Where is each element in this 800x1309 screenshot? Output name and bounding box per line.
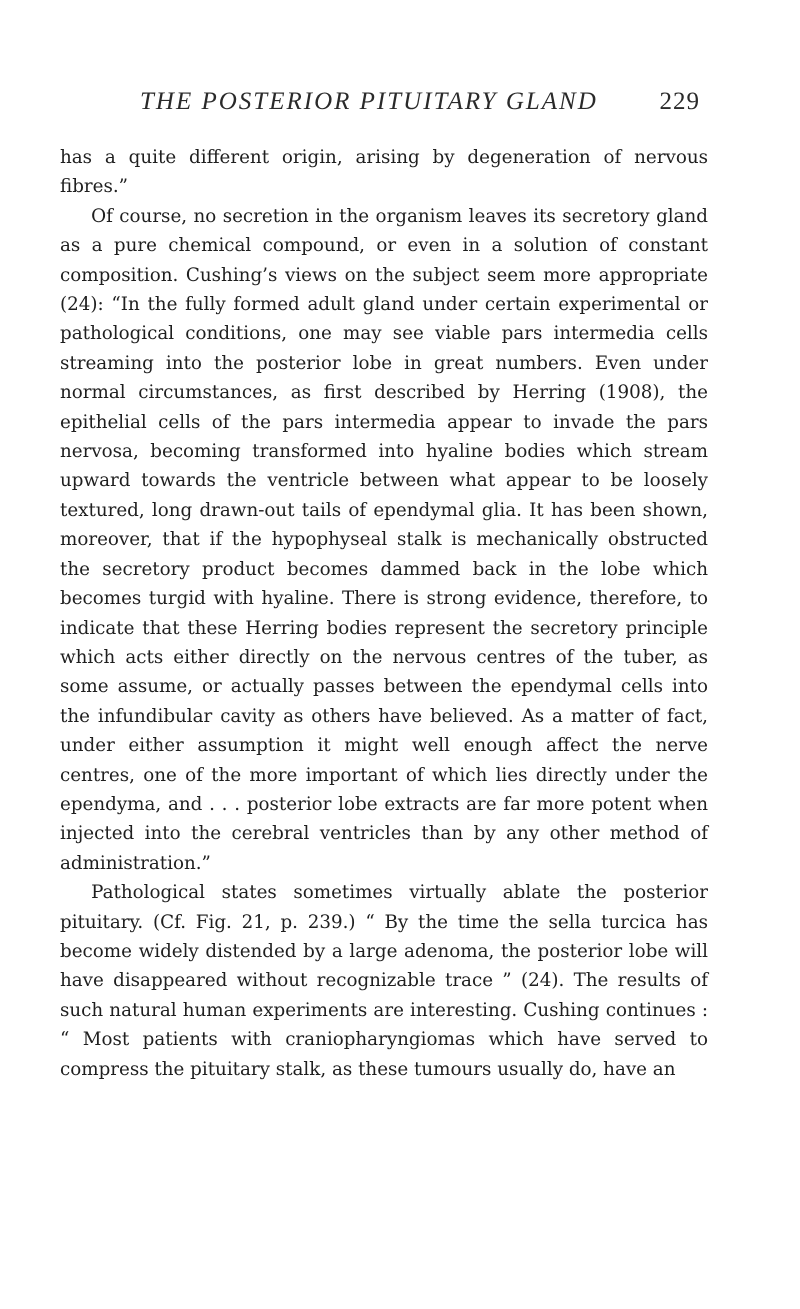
running-title: THE POSTERIOR PITUITARY GLAND bbox=[140, 88, 598, 115]
paragraph-pathological-states: Pathological states sometimes virtually ablate the posterior pituitary. (Cf. Fig. 21, p. 239.) “ By the time the sella turcica has become widely distended by a large adenoma, the posterior lobe will have disappeared without recognizable trace ” (24). The results of such natural human experiments are interesting. Cushing continues : “ Most patients with craniopharyngiomas which have served to compress the pituitary stalk, as these tumours usually do, have an bbox=[60, 882, 708, 1080]
paragraph-continuation: has a quite different origin, arising by degeneration of nervous fibres.” bbox=[60, 147, 708, 198]
page-header bbox=[110, 88, 700, 120]
page-number: 229 bbox=[659, 88, 700, 115]
paragraph-cushing-views: Of course, no secretion in the organism leaves its secretory gland as a pure chemical compound, or even in a solution of constant composition. Cushing’s views on the subject seem more appropriate (24): “In the fully formed adult gland under certain experimental or pathological conditions, one may see viable pars intermedia cells streaming into the posterior lobe in great numbers. Even under normal circumstances, as first described by Herring (1908), the epithelial cells of the pars intermedia appear to invade the pars nervosa, becoming transformed into hyaline bodies which stream upward towards the ventricle between what appear to be loosely textured, long drawn-out tails of ependymal glia. It has been shown, moreover, that if the hypophyseal stalk is mechanically obstructed the secretory product becomes dammed back in the lobe which becomes turgid with hyaline. There is strong evidence, therefore, to indicate that these Herring bodies represent the secretory principle which acts either directly on the nervous centres of the tuber, as some assume, or actually passes between the ependymal cells into the infundibular cavity as others have believed. As a matter of fact, under either assumption it might well enough affect the nerve centres, one of the more important of which lies directly under the ependyma, and . . . posterior lobe extracts are far more potent when injected into the cerebral ventricles than by any other method of administration.” bbox=[60, 205, 708, 874]
body-text bbox=[60, 143, 708, 1084]
